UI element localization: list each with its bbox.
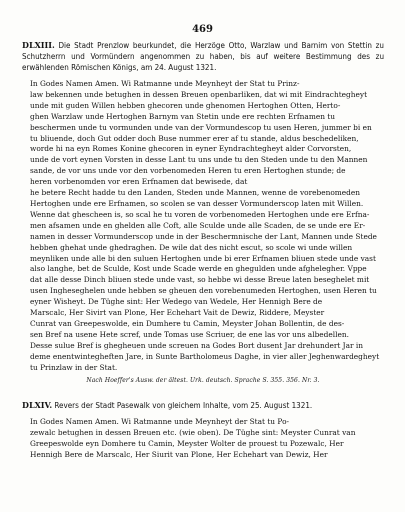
document-summary: Revers der Stadt Pasewalk von gleichem Inhalte, vom 25. August 1321. [54,401,313,410]
body-line: sen Bref na usene Hete scref, unde Tomas use Scriuer, de ene las vor uns albedellen. [30,329,349,339]
body-line: Hennigh Bere de Marscalc, Her Siurit van Plone, Her Echehart van Dewiz, Her [30,449,328,459]
body-line: beschermen unde tu vormunden unde van der Vormundescop tu usen Heren, jummer bi en [30,122,372,132]
body-line: heren vorbenomden vor eren Erfnamen dat bewisede, dat [30,177,248,187]
body-line: men afsamen unde en ghelden alle Coft, alle Sculde unde alle Scaden, de se unde ere Er- [30,220,366,230]
body-line: Wenne dat ghescheen is, so scal he tu voren de vorbenomeden Hertoghen unde ere Erfna- [30,209,370,219]
body-line: Greepeswolde eyn Domhere tu Camin, Meyster Wolter de prouest tu Pozewalc, Her [30,438,344,448]
document-dlxiii [22,40,384,384]
document-body [22,417,384,461]
body-line: he betere Recht hadde tu den Landen, Steden unde Mannen, wenne de vorebenomeden [30,188,361,198]
body-line: unde mit guden Willen hebben ghecoren unde ghenomen Hertoghen Otten, Herto- [30,100,341,110]
body-line: In Godes Namen Amen. Wi Ratmanne unde Meynheyt der Stat tu Prinz- [30,79,300,88]
document-number: DLXIV. [22,400,53,410]
document-dlxiv [22,400,384,460]
body-line: also langhe, bet de Sculde, Kost unde Scade werde en ghegulden unde afghelegher. Vppe [30,264,367,274]
body-line: law bekennen unde betughen in dessen Breuen openbarliken, dat wi mit Eindrachtegheyt [30,89,368,99]
document-body [22,79,384,373]
body-line: eyner Wisheyt. De Tüghe sint: Her Wedego van Wedele, Her Hennigh Bere de [30,297,323,307]
body-line: dat alle desse Dinch bliuen stede unde vast, so hebbe wi desse Breue laten beseghelet mit [30,275,370,285]
body-line: Cunrat van Greepeswolde, ein Dumhere tu Camin, Meyster Johan Bollentin, de des- [30,318,345,328]
body-line: deme enentwintegheften Jare, in Sunte Bartholomeus Daghe, in vier aller Jeghenwardegheyt [30,351,380,361]
body-line: sande, de vor uns unde vor den vorbenomeden Heren tu eren Hertoghen stunde; de [30,166,346,176]
body-line: meynliken unde alle bi den suluen Hertoghen unde bi erer Erfnamen bliuen stede unde vast [30,253,376,263]
body-line: Hertoghen unde ere Erfnamen, so scolen se van desser Vormunderscop laten mit Willen. [30,198,364,208]
body-line: In Godes Namen Amen. Wi Ratmanne unde Meynheyt der Stat tu Po- [30,416,290,426]
document-heading [22,400,384,412]
body-line: namen in desser Vormunderscop unde in der Beschermnische der Lant, Mannen unde Stede [30,231,377,241]
body-line: ghen Warzlaw unde Hertoghen Barnym van Stetin unde ere rechten Erfnamen tu [30,111,336,121]
body-line: Desse sulue Bref is ghegheuen unde screuen na Godes Bort dusent Jar drehundert Jar in [30,340,364,350]
document-summary: Die Stadt Prenzlow beurkundet, die Herzöge Otto, Warzlaw und Barnim von Stettin zu Schutzherrn und Vormündern angenommen zu haben, bis auf weitere Bestimmung des zu erwählenden Römischen Königs, am 24. August 1321. [22,41,384,72]
document-heading [22,40,384,76]
body-line: tu Prinzlaw in der Stat. [30,362,118,372]
body-line: unde de vort eynen Vorsten in desse Lant tu uns unde tu den Steden unde tu den Mannen [30,155,368,165]
document-number: DLXIII. [22,40,55,50]
body-line: hebben ghehat unde ghedraghen. De wile dat des nicht escut, so scole wi unde willen [30,242,353,252]
body-line: worde hi na eyn Romes Konine ghecoren in eyner Eyndrachtegheyt alder Corvorsten, [30,144,352,154]
source-citation: Nach Hoeffer's Ausw. der ältest. Urk. deutsch. Sprache S. 355. 356. Nr. 3. [86,377,320,385]
page-number: 469 [192,24,213,35]
body-line: zewalc betughen in dessen Breuen etc. (wie oben). De Tüghe sint: Meyster Cunrat van [30,427,356,437]
body-line: tu bliuende, doch Gut odder doch Buse nummer erer af tu stande, aldus beschedeliken, [30,133,359,143]
body-line: Marscalc, Her Sivirt van Plone, Her Echehart Vait de Dewiz, Riddere, Meyster [30,308,325,318]
body-line: usen Ingheseghelen unde hebben se gheuen den vorebenumeden Hertoghen, usen Heren tu [30,286,377,296]
